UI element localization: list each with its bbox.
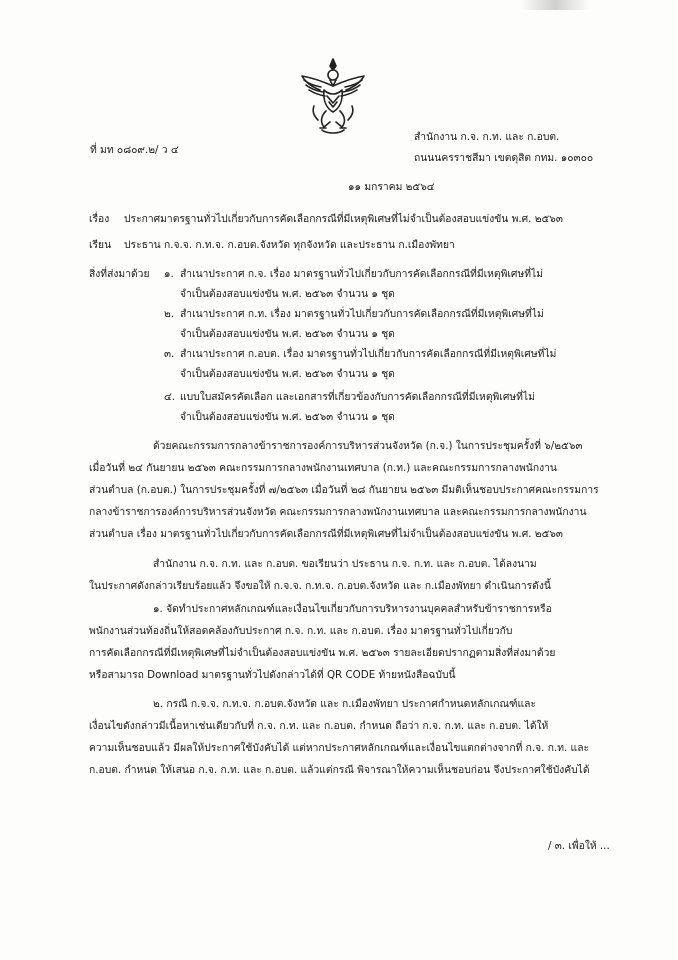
body-line: การคัดเลือกกรณีที่มีเหตุพิเศษที่ไม่จำเป็นต้องสอบแข่งขัน พ.ศ. ๒๕๖๓ รายละเอียดปรากฏตามสิ่งที่ส่งมาด้วย xyxy=(89,647,556,659)
attachment-line: สำเนาประกาศ ก.อบต. เรื่อง มาตรฐานทั่วไปเกี่ยวกับการคัดเลือกกรณีที่มีเหตุพิเศษที่ไม่ xyxy=(180,348,557,360)
subject-text: ประกาศมาตรฐานทั่วไปเกี่ยวกับการคัดเลือกกรณีที่มีเหตุพิเศษที่ไม่จำเป็นต้องสอบแข่งขัน พ.ศ. ๒๕๖๓ xyxy=(124,213,563,225)
body-line: ส่วนตำบล เรื่อง มาตรฐานทั่วไปเกี่ยวกับการคัดเลือกกรณีที่มีเหตุพิเศษที่ไม่จำเป็นต้องสอบแข่งขัน พ.ศ. ๒๕๖๓ xyxy=(89,528,563,540)
body-line: ๒. กรณี ก.จ.จ. ก.ท.จ. ก.อบต.จังหวัด และ ก.เมืองพัทยา ประกาศกำหนดหลักเกณฑ์และ xyxy=(153,698,537,710)
recipient-text: ประธาน ก.จ.จ. ก.ท.จ. ก.อบต.จังหวัด ทุกจังหวัด และประธาน ก.เมืองพัทยา xyxy=(124,239,455,251)
attachment-line: สำเนาประกาศ ก.ท. เรื่อง มาตรฐานทั่วไปเกี่ยวกับการคัดเลือกกรณีที่มีเหตุพิเศษที่ไม่ xyxy=(180,308,544,320)
body-line: ความเห็นชอบแล้ว มีผลให้ประกาศใช้บังคับได้ แต่หากประกาศหลักเกณฑ์และเงื่อนไขแตกต่างจากที่ ก.จ. ก.ท. และ xyxy=(89,742,590,754)
office-address: ถนนนครราชสีมา เขตดุสิต กทม. ๑๐๓๐๐ xyxy=(414,152,594,164)
body-line: กลางข้าราชการองค์การบริหารส่วนจังหวัด คณะกรรมการกลางพนักงานเทศบาล และคณะกรรมการกลางพนักงาน xyxy=(89,506,587,518)
attachments-label: สิ่งที่ส่งมาด้วย xyxy=(89,268,150,280)
body-line: สำนักงาน ก.จ. ก.ท. และ ก.อบต. ขอเรียนว่า ประธาน ก.จ. ก.ท. และ ก.อบต. ได้ลงนาม xyxy=(153,558,537,570)
attachment-number: ๔. xyxy=(164,391,176,403)
body-line: ๑. จัดทำประกาศหลักเกณฑ์และเงื่อนไขเกี่ยวกับการบริหารงานบุคคลสำหรับข้าราชการหรือ xyxy=(153,603,552,615)
attachment-line: แบบใบสมัครคัดเลือก และเอกสารที่เกี่ยวข้องกับการคัดเลือกกรณีที่มีเหตุพิเศษที่ไม่ xyxy=(180,391,535,403)
body-line: เงื่อนไขดังกล่าวมีเนื้อหาเช่นเดียวกับที่ ก.จ. ก.ท. และ ก.อบต. กำหนด ถือว่า ก.จ. ก.ท. และ ก.อบต. ได้ให้ xyxy=(89,720,549,732)
attachment-line: จำเป็นต้องสอบแข่งขัน พ.ศ. ๒๕๖๓ จำนวน ๑ ชุด xyxy=(180,368,395,380)
body-line: พนักงานส่วนท้องถิ่นให้สอดคล้องกับประกาศ ก.จ. ก.ท. และ ก.อบต. เรื่อง มาตรฐานทั่วไปเกี่ยวกับ xyxy=(89,625,513,637)
subject-label: เรื่อง xyxy=(89,213,110,225)
scan-artifact xyxy=(520,0,590,10)
document-date: ๑๑ มกราคม ๒๕๖๔ xyxy=(348,181,435,193)
attachment-number: ๑. xyxy=(164,268,174,280)
body-line: หรือสามารถ Download มาตรฐานทั่วไปดังกล่าวได้ที่ QR CODE ท้ายหนังสือฉบับนี้ xyxy=(89,669,456,681)
office-name: สำนักงาน ก.จ. ก.ท. และ ก.อบต. xyxy=(414,131,560,143)
body-line: ก.อบต. กำหนด ให้เสนอ ก.จ. ก.ท. และ ก.อบต. แล้วแต่กรณี พิจารณาให้ความเห็นชอบก่อน จึงประกาศใช้บังคับได้ xyxy=(89,764,590,776)
body-line: ส่วนตำบล (ก.อบต.) ในการประชุมครั้งที่ ๗/๒๕๖๓ เมื่อวันที่ ๒๘ กันยายน ๒๕๖๓ มีมติเห็นชอบประกาศคณะกรรมการ xyxy=(89,484,599,496)
garuda-emblem-icon xyxy=(296,56,370,138)
recipient-label: เรียน xyxy=(89,239,112,251)
body-line: เมื่อวันที่ ๒๔ กันยายน ๒๕๖๓ คณะกรรมการกลางพนักงานเทศบาล (ก.ท.) และคณะกรรมการกลางพนักงาน xyxy=(89,462,557,474)
attachment-number: ๓. xyxy=(164,348,175,360)
page-continuation: / ๓. เพื่อให้ ... xyxy=(548,840,610,852)
attachment-number: ๒. xyxy=(164,308,175,320)
body-line: ด้วยคณะกรรมการกลางข้าราชการองค์การบริหารส่วนจังหวัด (ก.จ.) ในการประชุมครั้งที่ ๖/๒๕๖๓ xyxy=(153,440,583,452)
attachment-line: จำเป็นต้องสอบแข่งขัน พ.ศ. ๒๕๖๓ จำนวน ๑ ชุด xyxy=(180,411,395,423)
attachment-line: สำเนาประกาศ ก.จ. เรื่อง มาตรฐานทั่วไปเกี่ยวกับการคัดเลือกกรณีที่มีเหตุพิเศษที่ไม่ xyxy=(180,268,544,280)
attachment-line: จำเป็นต้องสอบแข่งขัน พ.ศ. ๒๕๖๓ จำนวน ๑ ชุด xyxy=(180,328,395,340)
document-number: ที่ มท ๐๘๐๙.๒/ ว ๔ xyxy=(90,144,179,156)
attachment-line: จำเป็นต้องสอบแข่งขัน พ.ศ. ๒๕๖๓ จำนวน ๑ ชุด xyxy=(180,288,395,300)
body-line: ในประกาศดังกล่าวเรียบร้อยแล้ว จึงขอให้ ก.จ.จ. ก.ท.จ. ก.อบต.จังหวัด และ ก.เมืองพัทยา ดำเนินการดังนี้ xyxy=(89,580,551,592)
